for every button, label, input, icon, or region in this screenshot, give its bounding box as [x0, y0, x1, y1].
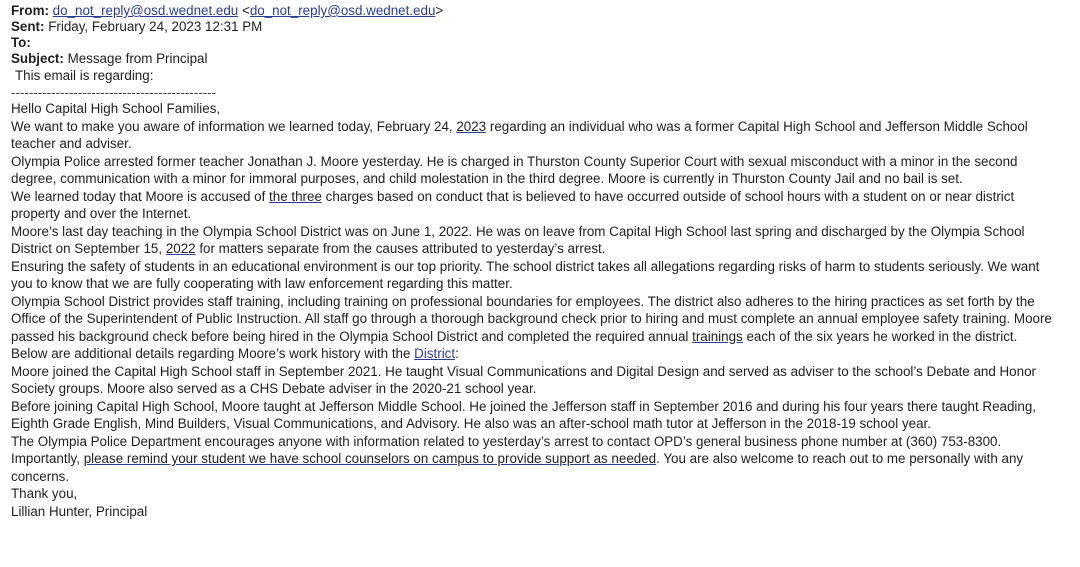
subject-value: Message from Principal [67, 51, 208, 66]
from-bracket-close: > [435, 3, 444, 18]
from-bracket-open: < [241, 3, 250, 18]
paragraph-11: Importantly, please remind your student we have school counselors on campus to provide support as needed. You are also welcome to reach out to me personally with any concerns. [11, 451, 1024, 484]
email-body [11, 100, 1060, 520]
the-three-link[interactable]: the three [269, 188, 322, 204]
counselors-link[interactable]: please remind your student we have school counselors on campus to provide support as needed [83, 451, 657, 466]
paragraph-10: The Olympia Police Department encourages anyone with information related to yesterday’s arrest to contact OPD’s general business phone number at (360) 753-8300. [11, 433, 1002, 449]
from-row [11, 3, 1060, 19]
paragraph-3: We learned today that Moore is accused of the three charges based on conduct that is believed to have occurred outside of school hours with a student on or near district property and over the Internet. [11, 188, 1015, 221]
paragraph-8: Moore joined the Capital High School staff in September 2021. He taught Visual Communications and Digital Design and served as adviser to the school’s Debate and Honor Society groups. Moore also served as a CHS Debate adviser in the 2020-21 school year. [11, 363, 1036, 396]
dashed-divider: ---------------------------------------------- [11, 85, 217, 100]
to-label: To: [11, 35, 31, 50]
sent-label: Sent: [11, 19, 45, 34]
paragraph-1: We want to make you aware of information we learned today, February 24, 2023 regarding an individual who was a former Capital High School and Jefferson Middle School teacher and adviser. [11, 118, 1028, 151]
to-row [11, 35, 1060, 51]
from-address-link-2[interactable]: do_not_reply@osd.wednet.edu [249, 3, 436, 18]
subject-label: Subject: [11, 51, 64, 66]
paragraph-2: Olympia Police arrested former teacher Jonathan J. Moore yesterday. He is charged in Thurston County Superior Court with sexual misconduct with a minor in the second degree, communication with a minor for immoral purposes, and child molestation in the third degree. Moore is currently in Thurston County Jail and no bail is set. [11, 153, 1018, 186]
regarding-line: This email is regarding: [15, 68, 154, 83]
from-label: From: [11, 3, 49, 18]
greeting: Hello Capital High School Families, [11, 101, 221, 116]
trainings-link[interactable]: trainings [692, 328, 743, 344]
paragraph-5: Ensuring the safety of students in an educational environment is our top priority. The school district takes all allegations regarding risks of harm to students seriously. We want you to know that we are fully cooperating with law enforcement regarding this matter. [11, 258, 1040, 291]
sent-row [11, 19, 1060, 35]
from-address-link[interactable]: do_not_reply@osd.wednet.edu [52, 3, 239, 18]
paragraph-6: Olympia School District provides staff training, including training on professional boundaries for employees. The district also adheres to the hiring practices as set forth by the Office of the Superintendent of Public Instruction. All staff go through a thorough background check prior to hiring and must complete an annual employee safety training. Moore passed his background check before being hired in the Olympia School District and completed the required annual trainings each of the six years he worked in the district. [11, 293, 1052, 344]
date-link-2023[interactable]: 2023 [456, 118, 487, 134]
signoff: Thank you, [11, 486, 78, 501]
sent-value: Friday, February 24, 2023 12:31 PM [48, 19, 263, 34]
district-link[interactable]: District [414, 346, 456, 361]
signature: Lillian Hunter, Principal [11, 503, 148, 519]
paragraph-7: Below are additional details regarding Moore’s work history with the District: [11, 346, 459, 361]
paragraph-9: Before joining Capital High School, Moore taught at Jefferson Middle School. He joined the Jefferson staff in September 2016 and during his four years there taught Reading, Eighth Grade English, Mind Builders, Visual Communications, and Advisory. He also was an after-school math tutor at Jefferson in the 2018-19 school year. [11, 398, 1037, 431]
date-link-2022[interactable]: 2022 [165, 241, 196, 256]
subject-row [11, 51, 1060, 67]
paragraph-4: Moore’s last day teaching in the Olympia School District was on June 1, 2022. He was on leave from Capital High School last spring and discharged by the Olympia School District on September 15, 2022 for matters separate from the causes attributed to yesterday’s arrest. [11, 223, 1025, 256]
